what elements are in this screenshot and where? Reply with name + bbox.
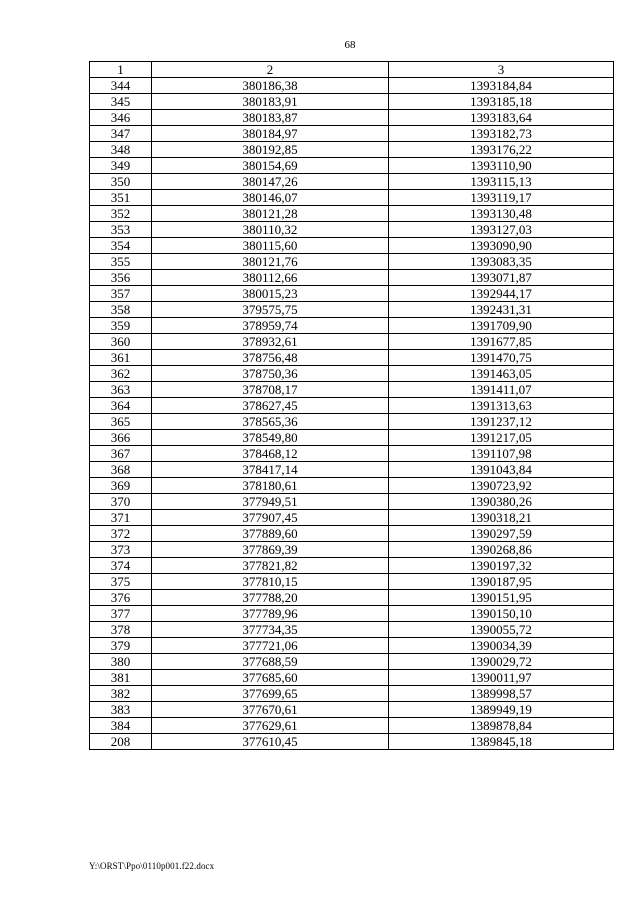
table-row — [90, 286, 614, 302]
x-coordinate-cell: 377789,96 — [152, 606, 389, 622]
table-row — [90, 382, 614, 398]
x-coordinate-cell: 377810,15 — [152, 574, 389, 590]
point-number-cell: 357 — [90, 286, 152, 302]
table-row — [90, 254, 614, 270]
x-coordinate-cell: 378180,61 — [152, 478, 389, 494]
x-coordinate-cell: 377907,45 — [152, 510, 389, 526]
page-number: 68 — [344, 39, 356, 51]
y-coordinate-cell: 1391107,98 — [389, 446, 614, 462]
x-coordinate-cell: 380121,28 — [152, 206, 389, 222]
x-coordinate-cell: 378959,74 — [152, 318, 389, 334]
y-coordinate-cell: 1390034,39 — [389, 638, 614, 654]
point-number-cell: 347 — [90, 126, 152, 142]
table-row — [90, 670, 614, 686]
x-coordinate-cell: 380184,97 — [152, 126, 389, 142]
table-row — [90, 606, 614, 622]
y-coordinate-cell: 1392431,31 — [389, 302, 614, 318]
y-coordinate-cell: 1393184,84 — [389, 78, 614, 94]
table-row — [90, 94, 614, 110]
table-row — [90, 494, 614, 510]
y-coordinate-cell: 1390723,92 — [389, 478, 614, 494]
table-row — [90, 318, 614, 334]
table-row — [90, 510, 614, 526]
table-row — [90, 462, 614, 478]
y-coordinate-cell: 1391313,63 — [389, 398, 614, 414]
point-number-cell: 364 — [90, 398, 152, 414]
table-row — [90, 366, 614, 382]
table-row — [90, 622, 614, 638]
y-coordinate-cell: 1393083,35 — [389, 254, 614, 270]
x-coordinate-cell: 377699,65 — [152, 686, 389, 702]
table-row — [90, 734, 614, 750]
x-coordinate-cell: 377949,51 — [152, 494, 389, 510]
x-coordinate-cell: 377685,60 — [152, 670, 389, 686]
table-row — [90, 446, 614, 462]
y-coordinate-cell: 1393185,18 — [389, 94, 614, 110]
table-row — [90, 110, 614, 126]
y-coordinate-cell: 1390268,86 — [389, 542, 614, 558]
table-row — [90, 222, 614, 238]
point-number-cell: 378 — [90, 622, 152, 638]
x-coordinate-cell: 377869,39 — [152, 542, 389, 558]
point-number-cell: 354 — [90, 238, 152, 254]
x-coordinate-cell: 377629,61 — [152, 718, 389, 734]
x-coordinate-cell: 377610,45 — [152, 734, 389, 750]
y-coordinate-cell: 1390380,26 — [389, 494, 614, 510]
y-coordinate-cell: 1393110,90 — [389, 158, 614, 174]
table-row — [90, 654, 614, 670]
footer-file-path: Y:\ORST\Ppo\0110p001.f22.docx — [89, 861, 215, 871]
x-coordinate-cell: 378549,80 — [152, 430, 389, 446]
point-number-cell: 367 — [90, 446, 152, 462]
y-coordinate-cell: 1390055,72 — [389, 622, 614, 638]
table-row — [90, 78, 614, 94]
point-number-cell: 382 — [90, 686, 152, 702]
point-number-cell: 360 — [90, 334, 152, 350]
table-header-cell: 3 — [389, 62, 614, 78]
point-number-cell: 345 — [90, 94, 152, 110]
x-coordinate-cell: 378627,45 — [152, 398, 389, 414]
x-coordinate-cell: 377721,06 — [152, 638, 389, 654]
point-number-cell: 376 — [90, 590, 152, 606]
point-number-cell: 356 — [90, 270, 152, 286]
point-number-cell: 368 — [90, 462, 152, 478]
y-coordinate-cell: 1389949,19 — [389, 702, 614, 718]
point-number-cell: 375 — [90, 574, 152, 590]
x-coordinate-cell: 380110,32 — [152, 222, 389, 238]
point-number-cell: 377 — [90, 606, 152, 622]
coordinates-table-container — [89, 61, 613, 750]
y-coordinate-cell: 1393090,90 — [389, 238, 614, 254]
x-coordinate-cell: 380115,60 — [152, 238, 389, 254]
point-number-cell: 380 — [90, 654, 152, 670]
point-number-cell: 359 — [90, 318, 152, 334]
y-coordinate-cell: 1393130,48 — [389, 206, 614, 222]
x-coordinate-cell: 380183,87 — [152, 110, 389, 126]
x-coordinate-cell: 378708,17 — [152, 382, 389, 398]
x-coordinate-cell: 380146,07 — [152, 190, 389, 206]
y-coordinate-cell: 1389878,84 — [389, 718, 614, 734]
x-coordinate-cell: 380192,85 — [152, 142, 389, 158]
y-coordinate-cell: 1393183,64 — [389, 110, 614, 126]
x-coordinate-cell: 380121,76 — [152, 254, 389, 270]
y-coordinate-cell: 1389998,57 — [389, 686, 614, 702]
table-row — [90, 526, 614, 542]
y-coordinate-cell: 1392944,17 — [389, 286, 614, 302]
y-coordinate-cell: 1391709,90 — [389, 318, 614, 334]
point-number-cell: 383 — [90, 702, 152, 718]
point-number-cell: 351 — [90, 190, 152, 206]
x-coordinate-cell: 380183,91 — [152, 94, 389, 110]
x-coordinate-cell: 380015,23 — [152, 286, 389, 302]
y-coordinate-cell: 1390187,95 — [389, 574, 614, 590]
table-row — [90, 478, 614, 494]
point-number-cell: 350 — [90, 174, 152, 190]
table-row — [90, 126, 614, 142]
x-coordinate-cell: 377889,60 — [152, 526, 389, 542]
table-row — [90, 702, 614, 718]
table-header-cell: 1 — [90, 62, 152, 78]
table-row — [90, 350, 614, 366]
point-number-cell: 352 — [90, 206, 152, 222]
table-row — [90, 142, 614, 158]
point-number-cell: 346 — [90, 110, 152, 126]
point-number-cell: 374 — [90, 558, 152, 574]
point-number-cell: 362 — [90, 366, 152, 382]
table-row — [90, 686, 614, 702]
table-row — [90, 206, 614, 222]
table-row — [90, 718, 614, 734]
table-row — [90, 158, 614, 174]
table-row — [90, 334, 614, 350]
x-coordinate-cell: 380154,69 — [152, 158, 389, 174]
point-number-cell: 363 — [90, 382, 152, 398]
table-row — [90, 590, 614, 606]
y-coordinate-cell: 1393115,13 — [389, 174, 614, 190]
point-number-cell: 344 — [90, 78, 152, 94]
x-coordinate-cell: 378565,36 — [152, 414, 389, 430]
y-coordinate-cell: 1390297,59 — [389, 526, 614, 542]
table-row — [90, 414, 614, 430]
y-coordinate-cell: 1391237,12 — [389, 414, 614, 430]
y-coordinate-cell: 1391411,07 — [389, 382, 614, 398]
table-row — [90, 542, 614, 558]
point-number-cell: 349 — [90, 158, 152, 174]
y-coordinate-cell: 1391217,05 — [389, 430, 614, 446]
point-number-cell: 379 — [90, 638, 152, 654]
y-coordinate-cell: 1391470,75 — [389, 350, 614, 366]
x-coordinate-cell: 377821,82 — [152, 558, 389, 574]
x-coordinate-cell: 379575,75 — [152, 302, 389, 318]
point-number-cell: 384 — [90, 718, 152, 734]
x-coordinate-cell: 380186,38 — [152, 78, 389, 94]
table-row — [90, 238, 614, 254]
point-number-cell: 366 — [90, 430, 152, 446]
x-coordinate-cell: 377734,35 — [152, 622, 389, 638]
point-number-cell: 372 — [90, 526, 152, 542]
x-coordinate-cell: 378417,14 — [152, 462, 389, 478]
point-number-cell: 348 — [90, 142, 152, 158]
point-number-cell: 353 — [90, 222, 152, 238]
x-coordinate-cell: 377688,59 — [152, 654, 389, 670]
point-number-cell: 365 — [90, 414, 152, 430]
x-coordinate-cell: 378468,12 — [152, 446, 389, 462]
x-coordinate-cell: 378932,61 — [152, 334, 389, 350]
y-coordinate-cell: 1390011,97 — [389, 670, 614, 686]
y-coordinate-cell: 1393182,73 — [389, 126, 614, 142]
point-number-cell: 355 — [90, 254, 152, 270]
y-coordinate-cell: 1391043,84 — [389, 462, 614, 478]
point-number-cell: 369 — [90, 478, 152, 494]
point-number-cell: 373 — [90, 542, 152, 558]
point-number-cell: 358 — [90, 302, 152, 318]
table-row — [90, 302, 614, 318]
table-row — [90, 574, 614, 590]
x-coordinate-cell: 378756,48 — [152, 350, 389, 366]
point-number-cell: 370 — [90, 494, 152, 510]
table-row — [90, 398, 614, 414]
table-row — [90, 558, 614, 574]
y-coordinate-cell: 1391677,85 — [389, 334, 614, 350]
x-coordinate-cell: 380112,66 — [152, 270, 389, 286]
point-number-cell: 381 — [90, 670, 152, 686]
table-header-cell: 2 — [152, 62, 389, 78]
y-coordinate-cell: 1391463,05 — [389, 366, 614, 382]
table-header-row — [90, 62, 614, 78]
table-row — [90, 430, 614, 446]
table-row — [90, 174, 614, 190]
table-body — [90, 78, 614, 750]
x-coordinate-cell: 380147,26 — [152, 174, 389, 190]
y-coordinate-cell: 1390197,32 — [389, 558, 614, 574]
y-coordinate-cell: 1390029,72 — [389, 654, 614, 670]
table-row — [90, 270, 614, 286]
y-coordinate-cell: 1390150,10 — [389, 606, 614, 622]
y-coordinate-cell: 1393071,87 — [389, 270, 614, 286]
table-row — [90, 190, 614, 206]
y-coordinate-cell: 1389845,18 — [389, 734, 614, 750]
point-number-cell: 208 — [90, 734, 152, 750]
x-coordinate-cell: 378750,36 — [152, 366, 389, 382]
x-coordinate-cell: 377670,61 — [152, 702, 389, 718]
y-coordinate-cell: 1393176,22 — [389, 142, 614, 158]
coordinates-table — [89, 61, 614, 750]
table-row — [90, 638, 614, 654]
y-coordinate-cell: 1390151,95 — [389, 590, 614, 606]
point-number-cell: 361 — [90, 350, 152, 366]
x-coordinate-cell: 377788,20 — [152, 590, 389, 606]
y-coordinate-cell: 1393119,17 — [389, 190, 614, 206]
y-coordinate-cell: 1390318,21 — [389, 510, 614, 526]
y-coordinate-cell: 1393127,03 — [389, 222, 614, 238]
point-number-cell: 371 — [90, 510, 152, 526]
